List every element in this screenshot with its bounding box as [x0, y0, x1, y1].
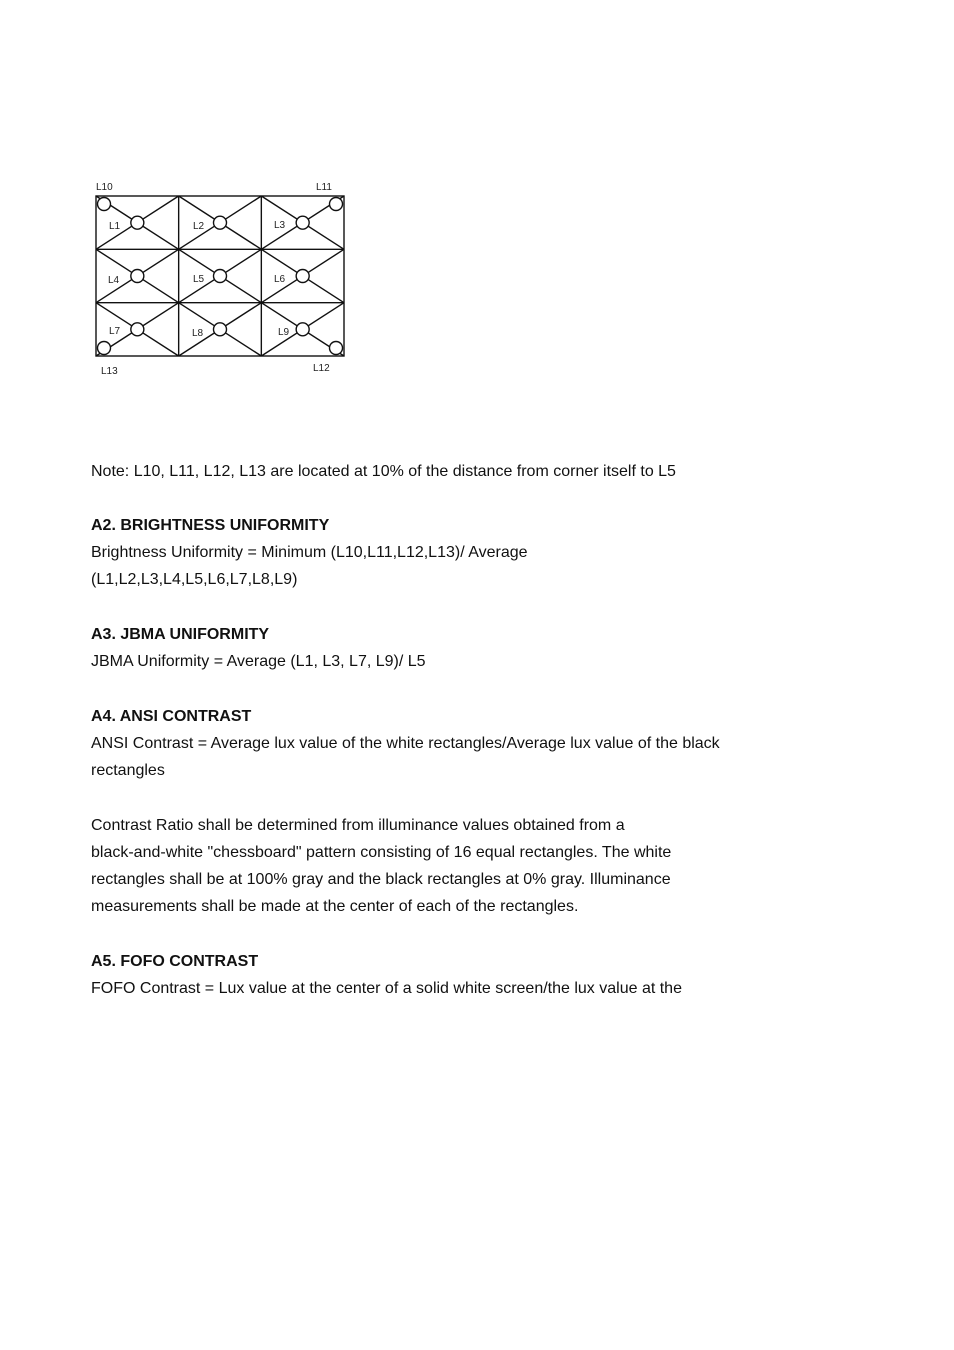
measurement-point-L6: [296, 270, 309, 283]
measurement-point-L5: [214, 270, 227, 283]
label-L4: L4: [108, 275, 120, 286]
section-a2-line-2: (L1,L2,L3,L4,L5,L6,L7,L8,L9): [91, 571, 298, 588]
section-a2-heading: A2. BRIGHTNESS UNIFORMITY: [91, 517, 330, 534]
measurement-point-L8: [214, 323, 227, 336]
label-L8: L8: [192, 328, 204, 339]
section-a4-heading: A4. ANSI CONTRAST: [91, 708, 252, 725]
section-a4-para-line-4: measurements shall be made at the center of each of the rectangles.: [91, 898, 579, 915]
label-L9: L9: [278, 327, 290, 338]
section-a3-line-1: JBMA Uniformity = Average (L1, L3, L7, L9)/ L5: [91, 653, 426, 670]
measurement-point-L10: [98, 198, 111, 211]
measurement-point-L12: [330, 342, 343, 355]
measurement-point-L2: [214, 216, 227, 229]
label-L2: L2: [193, 221, 205, 232]
measurement-point-L7: [131, 323, 144, 336]
measurement-point-L13: [98, 342, 111, 355]
note-text: Note: L10, L11, L12, L13 are located at 10% of the distance from corner itself to L5: [91, 463, 676, 480]
label-L7: L7: [109, 326, 121, 337]
label-L12: L12: [313, 363, 330, 374]
section-a4-line-2: rectangles: [91, 762, 165, 779]
section-a4-para-line-1: Contrast Ratio shall be determined from illuminance values obtained from a: [91, 817, 625, 834]
measurement-point-L1: [131, 216, 144, 229]
measurement-point-L9: [296, 323, 309, 336]
section-a2-line-1: Brightness Uniformity = Minimum (L10,L11,L12,L13)/ Average: [91, 544, 528, 561]
measurement-point-L3: [296, 216, 309, 229]
label-L3: L3: [274, 220, 286, 231]
label-L1: L1: [109, 221, 121, 232]
label-L5: L5: [193, 274, 205, 285]
measurement-grid-diagram: [88, 176, 358, 381]
section-a4-para-line-3: rectangles shall be at 100% gray and the black rectangles at 0% gray. Illuminance: [91, 871, 671, 888]
label-L6: L6: [274, 274, 286, 285]
label-L11: L11: [316, 182, 332, 193]
label-L10: L10: [96, 182, 113, 193]
section-a4-para-line-2: black-and-white "chessboard" pattern consisting of 16 equal rectangles. The white: [91, 844, 672, 861]
measurement-point-L11: [330, 198, 343, 211]
label-L13: L13: [101, 366, 118, 377]
section-a3-heading: A3. JBMA UNIFORMITY: [91, 626, 270, 643]
section-a4-line-1: ANSI Contrast = Average lux value of the white rectangles/Average lux value of the black: [91, 735, 720, 752]
measurement-point-L4: [131, 270, 144, 283]
section-a5-heading: A5. FOFO CONTRAST: [91, 953, 259, 970]
section-a5-line-1: FOFO Contrast = Lux value at the center of a solid white screen/the lux value at the: [91, 980, 682, 997]
